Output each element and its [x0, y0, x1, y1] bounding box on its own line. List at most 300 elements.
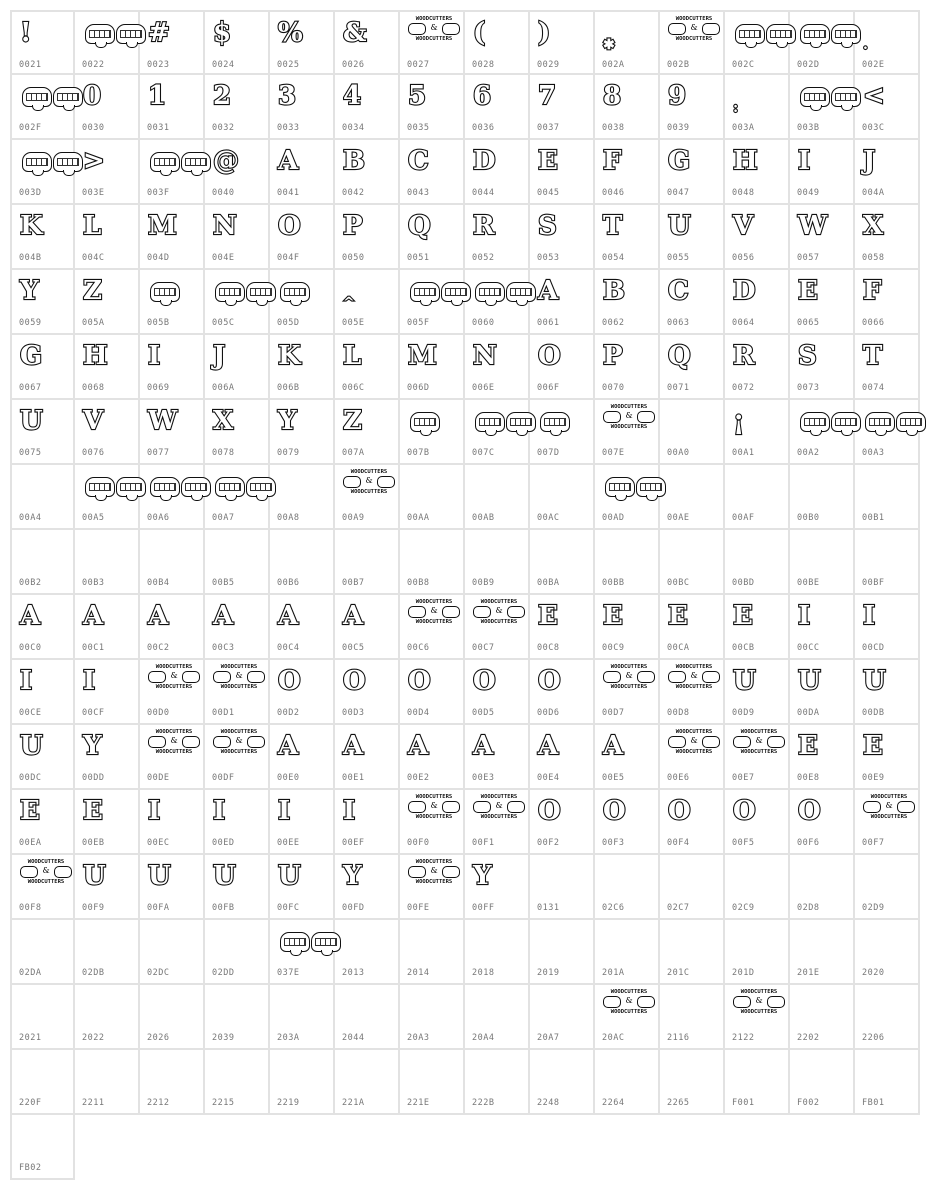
glyph-cell[interactable]: [790, 270, 855, 335]
glyph-cell[interactable]: [725, 855, 790, 920]
glyph-cell[interactable]: [205, 985, 270, 1050]
glyph-cell[interactable]: [790, 75, 855, 140]
glyph-cell[interactable]: [595, 270, 660, 335]
glyph-cell[interactable]: [855, 270, 920, 335]
glyph-cell[interactable]: [400, 10, 465, 75]
glyph-cell[interactable]: [400, 270, 465, 335]
glyph-cell[interactable]: [140, 10, 205, 75]
glyph-cell[interactable]: [465, 465, 530, 530]
glyph-cell[interactable]: [530, 985, 595, 1050]
glyph-cell[interactable]: [140, 335, 205, 400]
glyph-cell[interactable]: [465, 920, 530, 985]
glyph-cell[interactable]: [790, 855, 855, 920]
glyph-cell[interactable]: [790, 725, 855, 790]
glyph-cell[interactable]: [75, 660, 140, 725]
glyph-cell[interactable]: [205, 465, 270, 530]
glyph-cell[interactable]: [75, 985, 140, 1050]
glyph-cell[interactable]: [270, 595, 335, 660]
glyph-cell[interactable]: [140, 530, 205, 595]
glyph-cell[interactable]: [75, 920, 140, 985]
glyph-preview: E: [798, 731, 818, 761]
glyph-cell[interactable]: [465, 855, 530, 920]
glyph-cell[interactable]: [140, 140, 205, 205]
glyph-cell[interactable]: [660, 595, 725, 660]
glyph-cell[interactable]: [335, 660, 400, 725]
glyph-cell[interactable]: [10, 10, 75, 75]
glyph-cell[interactable]: [595, 205, 660, 270]
glyph-cell[interactable]: [660, 335, 725, 400]
glyph-cell[interactable]: [270, 985, 335, 1050]
glyph-cell[interactable]: [270, 400, 335, 465]
glyph-cell[interactable]: [660, 1050, 725, 1115]
fist-icon: [148, 736, 166, 748]
glyph-cell[interactable]: [400, 725, 465, 790]
glyph-cell[interactable]: [725, 1050, 790, 1115]
glyph-cell[interactable]: [660, 790, 725, 855]
glyph-cell[interactable]: [205, 400, 270, 465]
glyph-cell[interactable]: [530, 400, 595, 465]
glyph-cell[interactable]: [270, 10, 335, 75]
glyph-cell[interactable]: [855, 530, 920, 595]
glyph-cell[interactable]: [335, 855, 400, 920]
glyph-cell[interactable]: [270, 205, 335, 270]
glyph-code-label: 00E6: [667, 773, 690, 783]
glyph-cell[interactable]: [335, 530, 400, 595]
glyph-cell[interactable]: [335, 725, 400, 790]
glyph-cell[interactable]: [725, 985, 790, 1050]
fist-icon: [311, 932, 341, 952]
glyph-cell[interactable]: [140, 465, 205, 530]
glyph-cell[interactable]: [465, 10, 530, 75]
glyph-cell[interactable]: [205, 205, 270, 270]
glyph-cell[interactable]: [725, 75, 790, 140]
glyph-cell[interactable]: [10, 920, 75, 985]
glyph-cell[interactable]: [790, 205, 855, 270]
glyph-cell[interactable]: [595, 790, 660, 855]
glyph-cell[interactable]: [335, 205, 400, 270]
glyph-cell[interactable]: [595, 75, 660, 140]
glyph-cell[interactable]: [530, 465, 595, 530]
glyph-cell[interactable]: [335, 140, 400, 205]
fist-icon: [767, 996, 785, 1008]
glyph-cell[interactable]: [660, 205, 725, 270]
glyph-cell[interactable]: [205, 1050, 270, 1115]
logo-ampersand: &: [430, 606, 438, 615]
glyph-cell[interactable]: [465, 270, 530, 335]
glyph-cell[interactable]: [140, 855, 205, 920]
glyph-cell[interactable]: [855, 1050, 920, 1115]
glyph-cell[interactable]: [10, 595, 75, 660]
glyph-cell[interactable]: [465, 530, 530, 595]
glyph-cell[interactable]: [855, 75, 920, 140]
glyph-preview: I: [863, 601, 876, 631]
glyph-cell[interactable]: [400, 660, 465, 725]
glyph-cell[interactable]: [335, 790, 400, 855]
glyph-cell[interactable]: [270, 725, 335, 790]
glyph-cell[interactable]: [140, 270, 205, 335]
glyph-cell[interactable]: [465, 205, 530, 270]
fist-glyph-icon: [475, 282, 536, 302]
glyph-cell[interactable]: [855, 855, 920, 920]
glyph-cell[interactable]: [400, 205, 465, 270]
glyph-cell[interactable]: [595, 985, 660, 1050]
glyph-cell[interactable]: [465, 985, 530, 1050]
glyph-preview: A: [408, 731, 429, 761]
glyph-code-label: 002D: [797, 60, 820, 70]
glyph-cell[interactable]: [725, 335, 790, 400]
glyph-cell[interactable]: [790, 140, 855, 205]
glyph-cell[interactable]: [335, 920, 400, 985]
glyph-cell[interactable]: [75, 205, 140, 270]
glyph-cell[interactable]: [10, 985, 75, 1050]
glyph-cell[interactable]: [530, 10, 595, 75]
glyph-cell[interactable]: [10, 140, 75, 205]
glyph-cell[interactable]: [335, 985, 400, 1050]
glyph-cell[interactable]: [75, 400, 140, 465]
glyph-cell[interactable]: [530, 660, 595, 725]
glyph-cell[interactable]: [10, 660, 75, 725]
glyph-cell[interactable]: [790, 335, 855, 400]
glyph-cell[interactable]: [595, 10, 660, 75]
glyph-cell[interactable]: [595, 1050, 660, 1115]
glyph-code-label: 00F1: [472, 838, 495, 848]
glyph-cell[interactable]: [400, 855, 465, 920]
woodcutters-logo-icon: [20, 859, 72, 885]
glyph-cell[interactable]: [400, 985, 465, 1050]
glyph-code-label: 0053: [537, 253, 560, 263]
glyph-cell[interactable]: [530, 790, 595, 855]
glyph-cell[interactable]: [855, 400, 920, 465]
glyph-cell[interactable]: [400, 335, 465, 400]
glyph-cell[interactable]: [10, 790, 75, 855]
fist-glyph-icon: [800, 87, 861, 107]
glyph-cell[interactable]: [75, 10, 140, 75]
glyph-cell[interactable]: [725, 725, 790, 790]
glyph-cell[interactable]: [725, 205, 790, 270]
glyph-code-label: 00CD: [862, 643, 885, 653]
glyph-code-label: 0023: [147, 60, 170, 70]
logo-text: WOODCUTTERS: [480, 794, 518, 800]
glyph-cell[interactable]: [465, 400, 530, 465]
glyph-cell[interactable]: [335, 1050, 400, 1115]
glyph-cell[interactable]: [660, 400, 725, 465]
glyph-cell[interactable]: [595, 660, 660, 725]
glyph-cell[interactable]: [595, 400, 660, 465]
glyph-cell[interactable]: [660, 725, 725, 790]
glyph-cell[interactable]: [855, 985, 920, 1050]
fist-icon: [247, 736, 265, 748]
glyph-cell[interactable]: [335, 595, 400, 660]
glyph-code-label: 003F: [147, 188, 170, 198]
glyph-cell[interactable]: [855, 465, 920, 530]
glyph-cell[interactable]: [725, 920, 790, 985]
glyph-cell[interactable]: [75, 335, 140, 400]
glyph-cell[interactable]: [335, 270, 400, 335]
glyph-preview: U: [798, 666, 821, 696]
glyph-cell[interactable]: [465, 140, 530, 205]
glyph-preview: I: [798, 146, 811, 176]
glyph-code-label: 0032: [212, 123, 235, 133]
glyph-cell[interactable]: [725, 660, 790, 725]
glyph-cell[interactable]: [10, 1115, 75, 1180]
glyph-cell[interactable]: [270, 140, 335, 205]
glyph-cell[interactable]: [205, 10, 270, 75]
glyph-preview: O: [473, 666, 496, 696]
glyph-cell[interactable]: [335, 335, 400, 400]
glyph-cell[interactable]: [400, 465, 465, 530]
glyph-cell[interactable]: [465, 1050, 530, 1115]
glyph-cell[interactable]: [595, 465, 660, 530]
glyph-cell[interactable]: [205, 140, 270, 205]
glyph-cell[interactable]: [790, 595, 855, 660]
glyph-cell[interactable]: [530, 205, 595, 270]
glyph-cell[interactable]: [595, 855, 660, 920]
glyph-cell[interactable]: [335, 465, 400, 530]
glyph-cell[interactable]: [205, 595, 270, 660]
glyph-cell[interactable]: [270, 1050, 335, 1115]
glyph-cell[interactable]: [855, 595, 920, 660]
glyph-cell[interactable]: [270, 270, 335, 335]
glyph-cell[interactable]: [530, 270, 595, 335]
glyph-cell[interactable]: [725, 140, 790, 205]
glyph-code-label: 203A: [277, 1033, 300, 1043]
glyph-cell[interactable]: [335, 75, 400, 140]
glyph-cell[interactable]: [855, 725, 920, 790]
fist-icon: [181, 477, 211, 497]
glyph-cell[interactable]: [400, 75, 465, 140]
glyph-cell[interactable]: [140, 920, 205, 985]
glyph-preview: A: [603, 731, 624, 761]
glyph-cell[interactable]: [205, 790, 270, 855]
glyph-cell[interactable]: [205, 335, 270, 400]
glyph-preview: U: [668, 211, 691, 241]
logo-text: WOODCUTTERS: [415, 814, 453, 820]
glyph-cell[interactable]: [660, 660, 725, 725]
glyph-cell[interactable]: [790, 10, 855, 75]
glyph-cell[interactable]: [400, 400, 465, 465]
glyph-preview: E: [20, 796, 40, 826]
glyph-cell[interactable]: [465, 595, 530, 660]
glyph-cell[interactable]: [335, 10, 400, 75]
glyph-cell[interactable]: [270, 530, 335, 595]
glyph-cell[interactable]: [465, 660, 530, 725]
glyph-cell[interactable]: [530, 1050, 595, 1115]
glyph-cell[interactable]: [790, 465, 855, 530]
glyph-cell[interactable]: [530, 855, 595, 920]
glyph-cell[interactable]: [205, 270, 270, 335]
glyph-cell[interactable]: [660, 985, 725, 1050]
glyph-cell[interactable]: [595, 920, 660, 985]
glyph-cell[interactable]: [660, 270, 725, 335]
logo-ampersand: &: [365, 476, 373, 485]
glyph-cell[interactable]: [660, 920, 725, 985]
glyph-code-label: 00C7: [472, 643, 495, 653]
glyph-cell[interactable]: [10, 465, 75, 530]
glyph-cell[interactable]: [660, 10, 725, 75]
glyph-cell[interactable]: [270, 335, 335, 400]
glyph-cell[interactable]: [205, 530, 270, 595]
glyph-preview: U: [278, 861, 301, 891]
glyph-cell[interactable]: [140, 790, 205, 855]
glyph-cell[interactable]: [205, 920, 270, 985]
glyph-code-label: 00EE: [277, 838, 300, 848]
glyph-cell[interactable]: [855, 790, 920, 855]
glyph-cell[interactable]: [790, 1050, 855, 1115]
glyph-cell[interactable]: [855, 205, 920, 270]
fist-icon: [733, 996, 751, 1008]
glyph-cell[interactable]: [75, 530, 140, 595]
glyph-cell[interactable]: [465, 75, 530, 140]
glyph-cell[interactable]: [790, 660, 855, 725]
glyph-code-label: 0036: [472, 123, 495, 133]
glyph-cell[interactable]: [205, 660, 270, 725]
woodcutters-logo-icon: [603, 989, 655, 1015]
glyph-cell[interactable]: [660, 140, 725, 205]
logo-text: WOODCUTTERS: [480, 599, 518, 605]
glyph-cell[interactable]: [140, 75, 205, 140]
fist-glyph-icon: [280, 932, 341, 952]
glyph-cell[interactable]: [140, 205, 205, 270]
glyph-cell[interactable]: [855, 335, 920, 400]
glyph-cell[interactable]: [10, 75, 75, 140]
glyph-cell[interactable]: [75, 75, 140, 140]
glyph-cell[interactable]: [75, 270, 140, 335]
glyph-cell[interactable]: [10, 205, 75, 270]
glyph-cell[interactable]: [790, 790, 855, 855]
glyph-cell[interactable]: [10, 855, 75, 920]
glyph-cell[interactable]: [725, 10, 790, 75]
glyph-code-label: 00C9: [602, 643, 625, 653]
glyph-cell[interactable]: [10, 270, 75, 335]
glyph-cell[interactable]: [270, 465, 335, 530]
glyph-cell[interactable]: [270, 855, 335, 920]
glyph-cell[interactable]: [140, 985, 205, 1050]
glyph-cell[interactable]: [725, 595, 790, 660]
glyph-preview: %: [278, 18, 303, 48]
glyph-cell[interactable]: [595, 725, 660, 790]
glyph-cell[interactable]: [270, 660, 335, 725]
glyph-cell[interactable]: [75, 790, 140, 855]
glyph-cell[interactable]: [140, 595, 205, 660]
fist-icon: [53, 152, 83, 172]
glyph-cell[interactable]: [790, 985, 855, 1050]
glyph-cell[interactable]: [400, 920, 465, 985]
glyph-code-label: 00B4: [147, 578, 170, 588]
glyph-cell[interactable]: [790, 400, 855, 465]
glyph-cell[interactable]: [400, 140, 465, 205]
glyph-code-label: 00B6: [277, 578, 300, 588]
glyph-cell[interactable]: [465, 790, 530, 855]
glyph-cell[interactable]: [595, 140, 660, 205]
glyph-cell[interactable]: [595, 530, 660, 595]
glyph-cell[interactable]: [855, 10, 920, 75]
glyph-cell[interactable]: [270, 920, 335, 985]
glyph-cell[interactable]: [400, 1050, 465, 1115]
glyph-cell[interactable]: [660, 530, 725, 595]
glyph-cell[interactable]: [530, 335, 595, 400]
glyph-cell[interactable]: [530, 530, 595, 595]
glyph-cell[interactable]: [465, 725, 530, 790]
glyph-cell[interactable]: [855, 660, 920, 725]
glyph-cell[interactable]: [270, 75, 335, 140]
glyph-cell[interactable]: [855, 140, 920, 205]
glyph-code-label: 00C0: [19, 643, 42, 653]
glyph-code-label: 0027: [407, 60, 430, 70]
glyph-cell[interactable]: [75, 140, 140, 205]
glyph-code-label: 00EA: [19, 838, 42, 848]
glyph-cell[interactable]: [660, 75, 725, 140]
glyph-cell[interactable]: [10, 530, 75, 595]
glyph-cell[interactable]: [75, 1050, 140, 1115]
glyph-cell[interactable]: [400, 790, 465, 855]
glyph-cell[interactable]: [530, 920, 595, 985]
glyph-cell[interactable]: [530, 595, 595, 660]
glyph-preview: O: [733, 796, 756, 826]
glyph-code-label: 00AD: [602, 513, 625, 523]
glyph-cell[interactable]: [140, 400, 205, 465]
fist-icon: [865, 412, 895, 432]
glyph-cell[interactable]: [725, 465, 790, 530]
glyph-cell[interactable]: [660, 855, 725, 920]
glyph-cell[interactable]: [530, 725, 595, 790]
glyph-cell[interactable]: [270, 790, 335, 855]
glyph-cell[interactable]: [790, 920, 855, 985]
woodcutters-logo-icon: [148, 729, 200, 755]
glyph-cell[interactable]: [75, 595, 140, 660]
glyph-cell[interactable]: [400, 595, 465, 660]
glyph-cell[interactable]: [530, 140, 595, 205]
glyph-code-label: 00F8: [19, 903, 42, 913]
glyph-code-label: 00DC: [19, 773, 42, 783]
glyph-cell[interactable]: [75, 855, 140, 920]
glyph-cell[interactable]: [725, 270, 790, 335]
glyph-cell[interactable]: [725, 790, 790, 855]
glyph-cell[interactable]: [790, 530, 855, 595]
glyph-cell[interactable]: [140, 660, 205, 725]
glyph-cell[interactable]: [855, 920, 920, 985]
glyph-cell[interactable]: [205, 855, 270, 920]
glyph-cell[interactable]: [205, 725, 270, 790]
logo-text: WOODCUTTERS: [155, 729, 193, 735]
glyph-cell[interactable]: [530, 75, 595, 140]
glyph-cell[interactable]: [75, 725, 140, 790]
glyph-cell[interactable]: [10, 335, 75, 400]
glyph-cell[interactable]: [140, 725, 205, 790]
glyph-cell[interactable]: [10, 1050, 75, 1115]
fist-glyph-icon: [800, 24, 861, 44]
glyph-cell[interactable]: [595, 595, 660, 660]
glyph-cell[interactable]: [400, 530, 465, 595]
glyph-cell[interactable]: [595, 335, 660, 400]
glyph-cell[interactable]: [75, 465, 140, 530]
glyph-code-label: 00B5: [212, 578, 235, 588]
glyph-cell[interactable]: [725, 530, 790, 595]
glyph-code-label: 006E: [472, 383, 495, 393]
glyph-cell[interactable]: [10, 725, 75, 790]
glyph-preview: E: [83, 796, 103, 826]
glyph-cell[interactable]: [205, 75, 270, 140]
fist-icon: [603, 411, 621, 423]
logo-text: WOODCUTTERS: [415, 859, 453, 865]
glyph-cell[interactable]: [660, 465, 725, 530]
glyph-cell[interactable]: [140, 1050, 205, 1115]
fist-icon: [53, 87, 83, 107]
glyph-cell[interactable]: [725, 400, 790, 465]
glyph-cell[interactable]: [465, 335, 530, 400]
glyph-code-label: 00BA: [537, 578, 560, 588]
glyph-cell[interactable]: [335, 400, 400, 465]
glyph-cell[interactable]: [10, 400, 75, 465]
